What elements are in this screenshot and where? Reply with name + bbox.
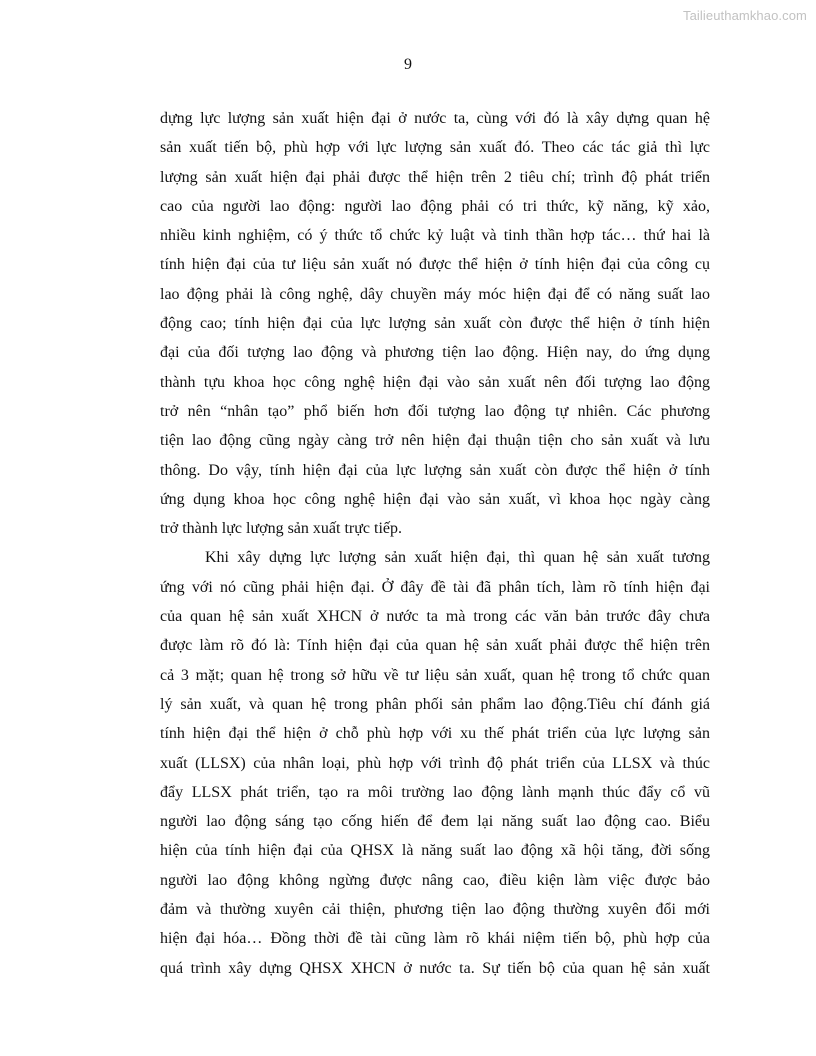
text-line: tính hiện đại thể hiện ở chỗ phù hợp với xu thế phát triển của lực lượng sản	[160, 725, 710, 743]
watermark-text: Tailieuthamkhao.com	[682, 8, 807, 23]
text-line: Khi xây dựng lực lượng sản xuất hiện đại, thì quan hệ sản xuất tương	[205, 549, 710, 567]
text-line: được làm rõ đó là: Tính hiện đại của quan hệ sản xuất phải được thể hiện trên	[160, 637, 710, 655]
text-line: của quan hệ sản xuất XHCN ở nước ta mà trong các văn bản trước đây chưa	[160, 608, 710, 626]
paragraph-2	[160, 543, 710, 982]
text-line: xuất (LLSX) của nhân loại, phù hợp với trình độ phát triển của LLSX và thúc	[160, 754, 710, 772]
text-line: lượng sản xuất hiện đại phải được thể hiện trên 2 tiêu chí; trình độ phát triển	[160, 168, 710, 186]
document-body	[160, 104, 710, 983]
text-line: người lao động không ngừng được nâng cao, điều kiện làm việc được bảo	[160, 871, 710, 889]
text-line: ứng dụng khoa học công nghệ hiện đại vào sản xuất, vì khoa học ngày càng	[160, 490, 710, 508]
text-line: tính hiện đại của tư liệu sản xuất nó được thể hiện ở tính hiện đại của công cụ	[160, 256, 710, 274]
text-line: động cao; tính hiện đại của lực lượng sản xuất còn được thể hiện ở tính hiện	[160, 315, 710, 333]
text-line: đại của đối tượng lao động và phương tiện lao động. Hiện nay, do ứng dụng	[160, 344, 710, 362]
text-line: sản xuất tiến bộ, phù hợp với lực lượng sản xuất đó. Theo các tác giả thì lực	[160, 139, 710, 157]
paragraph-1	[160, 104, 710, 543]
text-line: đẩy LLSX phát triển, tạo ra môi trường lao động lành mạnh thúc đẩy cổ vũ	[160, 783, 710, 801]
text-line: dựng lực lượng sản xuất hiện đại ở nước ta, cùng với đó là xây dựng quan hệ	[160, 110, 710, 127]
text-line: thông. Do vậy, tính hiện đại của lực lượng sản xuất còn được thể hiện ở tính	[160, 461, 710, 479]
page-number: 9	[404, 56, 412, 73]
text-line: cả 3 mặt; quan hệ trong sở hữu về tư liệu sản xuất, quan hệ trong tổ chức quan	[160, 666, 710, 684]
text-line: đảm và thường xuyên cải thiện, phương tiện lao động thường xuyên đổi mới	[160, 901, 710, 919]
text-line: thành tựu khoa học công nghệ hiện đại vào sản xuất nên đối tượng lao động	[160, 373, 710, 391]
text-line: tiện lao động cũng ngày càng trở nên hiện đại thuận tiện cho sản xuất và lưu	[160, 432, 710, 450]
text-line: trở thành lực lượng sản xuất trực tiếp.	[160, 520, 402, 538]
text-line: lý sản xuất, và quan hệ trong phân phối sản phẩm lao động.Tiêu chí đánh giá	[160, 695, 710, 713]
text-line: lao động phải là công nghệ, dây chuyền máy móc hiện đại để có năng suất lao	[160, 285, 710, 303]
text-line: hiện đại hóa… Đồng thời đề tài cũng làm rõ khái niệm tiến bộ, phù hợp của	[160, 930, 710, 948]
text-line: trở nên “nhân tạo” phổ biến hơn đối tượng lao động tự nhiên. Các phương	[160, 402, 710, 420]
text-line: quá trình xây dựng QHSX XHCN ở nước ta. Sự tiến bộ của quan hệ sản xuất	[160, 959, 710, 977]
text-line: ứng với nó cũng phải hiện đại. Ở đây đề tài đã phân tích, làm rõ tính hiện đại	[160, 578, 710, 596]
text-line: hiện của tính hiện đại của QHSX là năng suất lao động xã hội tăng, đời sống	[160, 842, 710, 860]
text-line: cao của người lao động: người lao động phải có tri thức, kỹ năng, kỹ xảo,	[160, 197, 710, 215]
text-line: nhiều kinh nghiệm, có ý thức tổ chức kỷ luật và tinh thần hợp tác… thứ hai là	[160, 227, 710, 245]
text-line: người lao động sáng tạo cống hiến để đem lại năng suất lao động cao. Biểu	[160, 813, 710, 831]
